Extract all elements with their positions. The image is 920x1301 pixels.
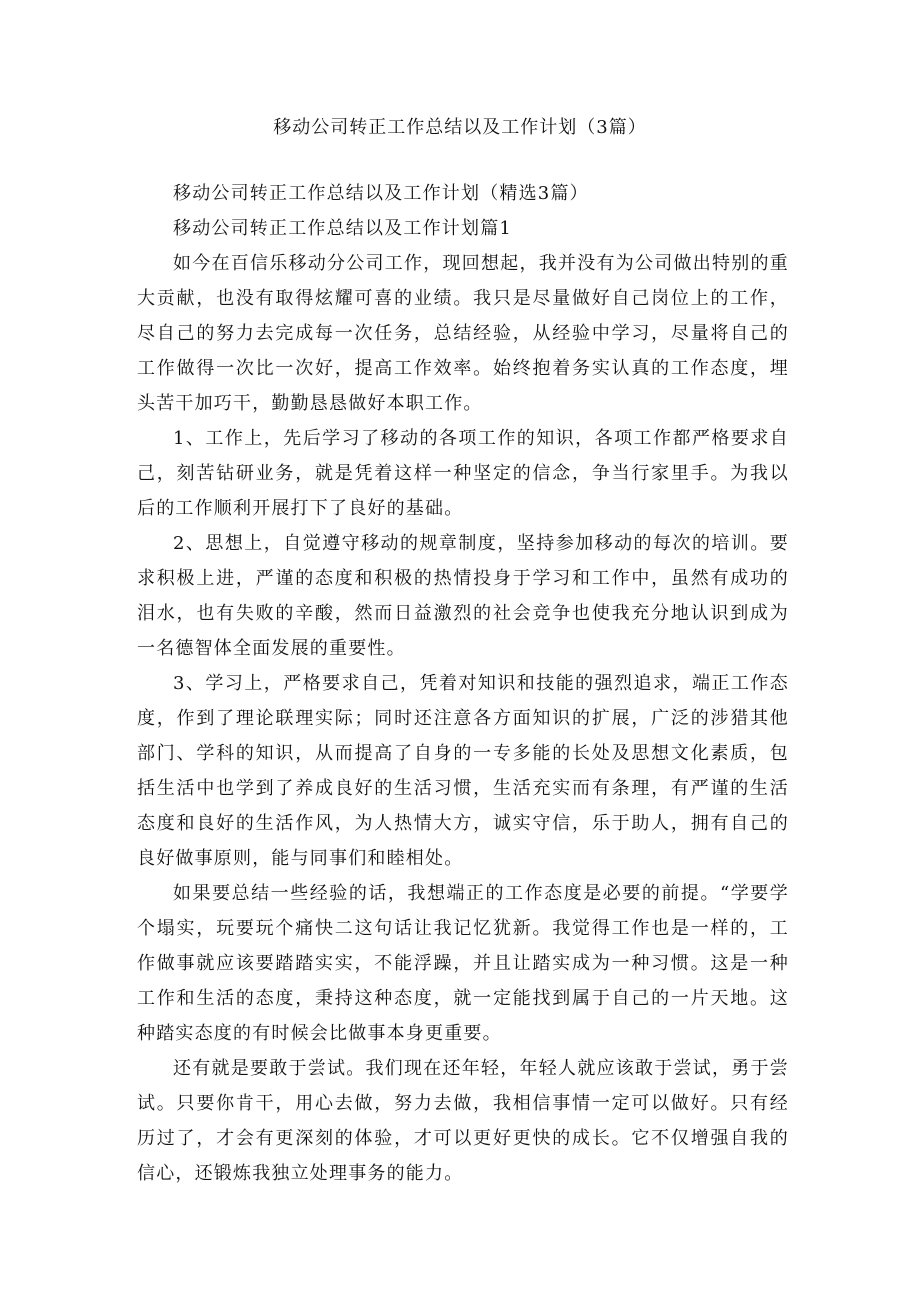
paragraph-experience: 如果要总结一些经验的话，我想端正的工作态度是必要的前提。“学要学个塌实，玩要玩个痛快二这句话让我记忆犹新。我觉得工作也是一样的，工作做事就应该要踏踏实实，不能浮躁，并且让踏实成为一种习惯。这是一种工作和生活的态度，秉持这种态度，就一定能找到属于自己的一片天地。这种踏实态度的有时候会比做事本身更重要。: [137, 883, 789, 1044]
section-heading: 移动公司转正工作总结以及工作计划篇1: [173, 218, 513, 239]
paragraph-work: 1、工作上，先后学习了移动的各项工作的知识，各项工作都严格要求自己，刻苦钻研业务，就是凭着这样一种坚定的信念，争当行家里手。为我以后的工作顺利开展打下了良好的基础。: [137, 428, 789, 519]
paragraph-study: 3、学习上，严格要求自己，凭着对知识和技能的强烈追求，端正工作态度，作到了理论联理实际；同时还注意各方面知识的扩展，广泛的涉猎其他部门、学科的知识，从而提高了自身的一专多能的长处及思想文化素质，包括生活中也学到了养成良好的生活习惯，生活充实而有条理，有严谨的生活态度和良好的生活作风，为人热情大方，诚实守信，乐于助人，拥有自己的良好做事原则，能与同事们和睦相处。: [137, 673, 789, 869]
paragraph-attempt: 还有就是要敢于尝试。我们现在还年轻，年轻人就应该敢于尝试，勇于尝试。只要你肯干，用心去做，努力去做，我相信事情一定可以做好。只有经历过了，才会有更深刻的体验，才可以更好更快的成长。它不仅增强自我的信心，还锻炼我独立处理事务的能力。: [137, 1058, 789, 1184]
paragraph-intro: 如今在百信乐移动分公司工作，现回想起，我并没有为公司做出特别的重大贡献，也没有取得炫耀可喜的业绩。我只是尽量做好自己岗位上的工作，尽自己的努力去完成每一次任务，总结经验，从经验中学习，尽量将自己的工作做得一次比一次好，提高工作效率。始终抱着务实认真的工作态度，埋头苦干加巧干，勤勤恳恳做好本职工作。: [137, 253, 789, 414]
paragraph-thought: 2、思想上，自觉遵守移动的规章制度，坚持参加移动的每次的培训。要求积极上进，严谨的态度和积极的热情投身于学习和工作中，虽然有成功的泪水，也有失败的辛酸，然而日益激烈的社会竞争也使我充分地认识到成为一名德智体全面发展的重要性。: [137, 533, 789, 659]
document-subtitle: 移动公司转正工作总结以及工作计划（精选3篇）: [173, 183, 589, 204]
document-body: [137, 176, 789, 1191]
document-title: 移动公司转正工作总结以及工作计划（3篇）: [273, 117, 647, 138]
